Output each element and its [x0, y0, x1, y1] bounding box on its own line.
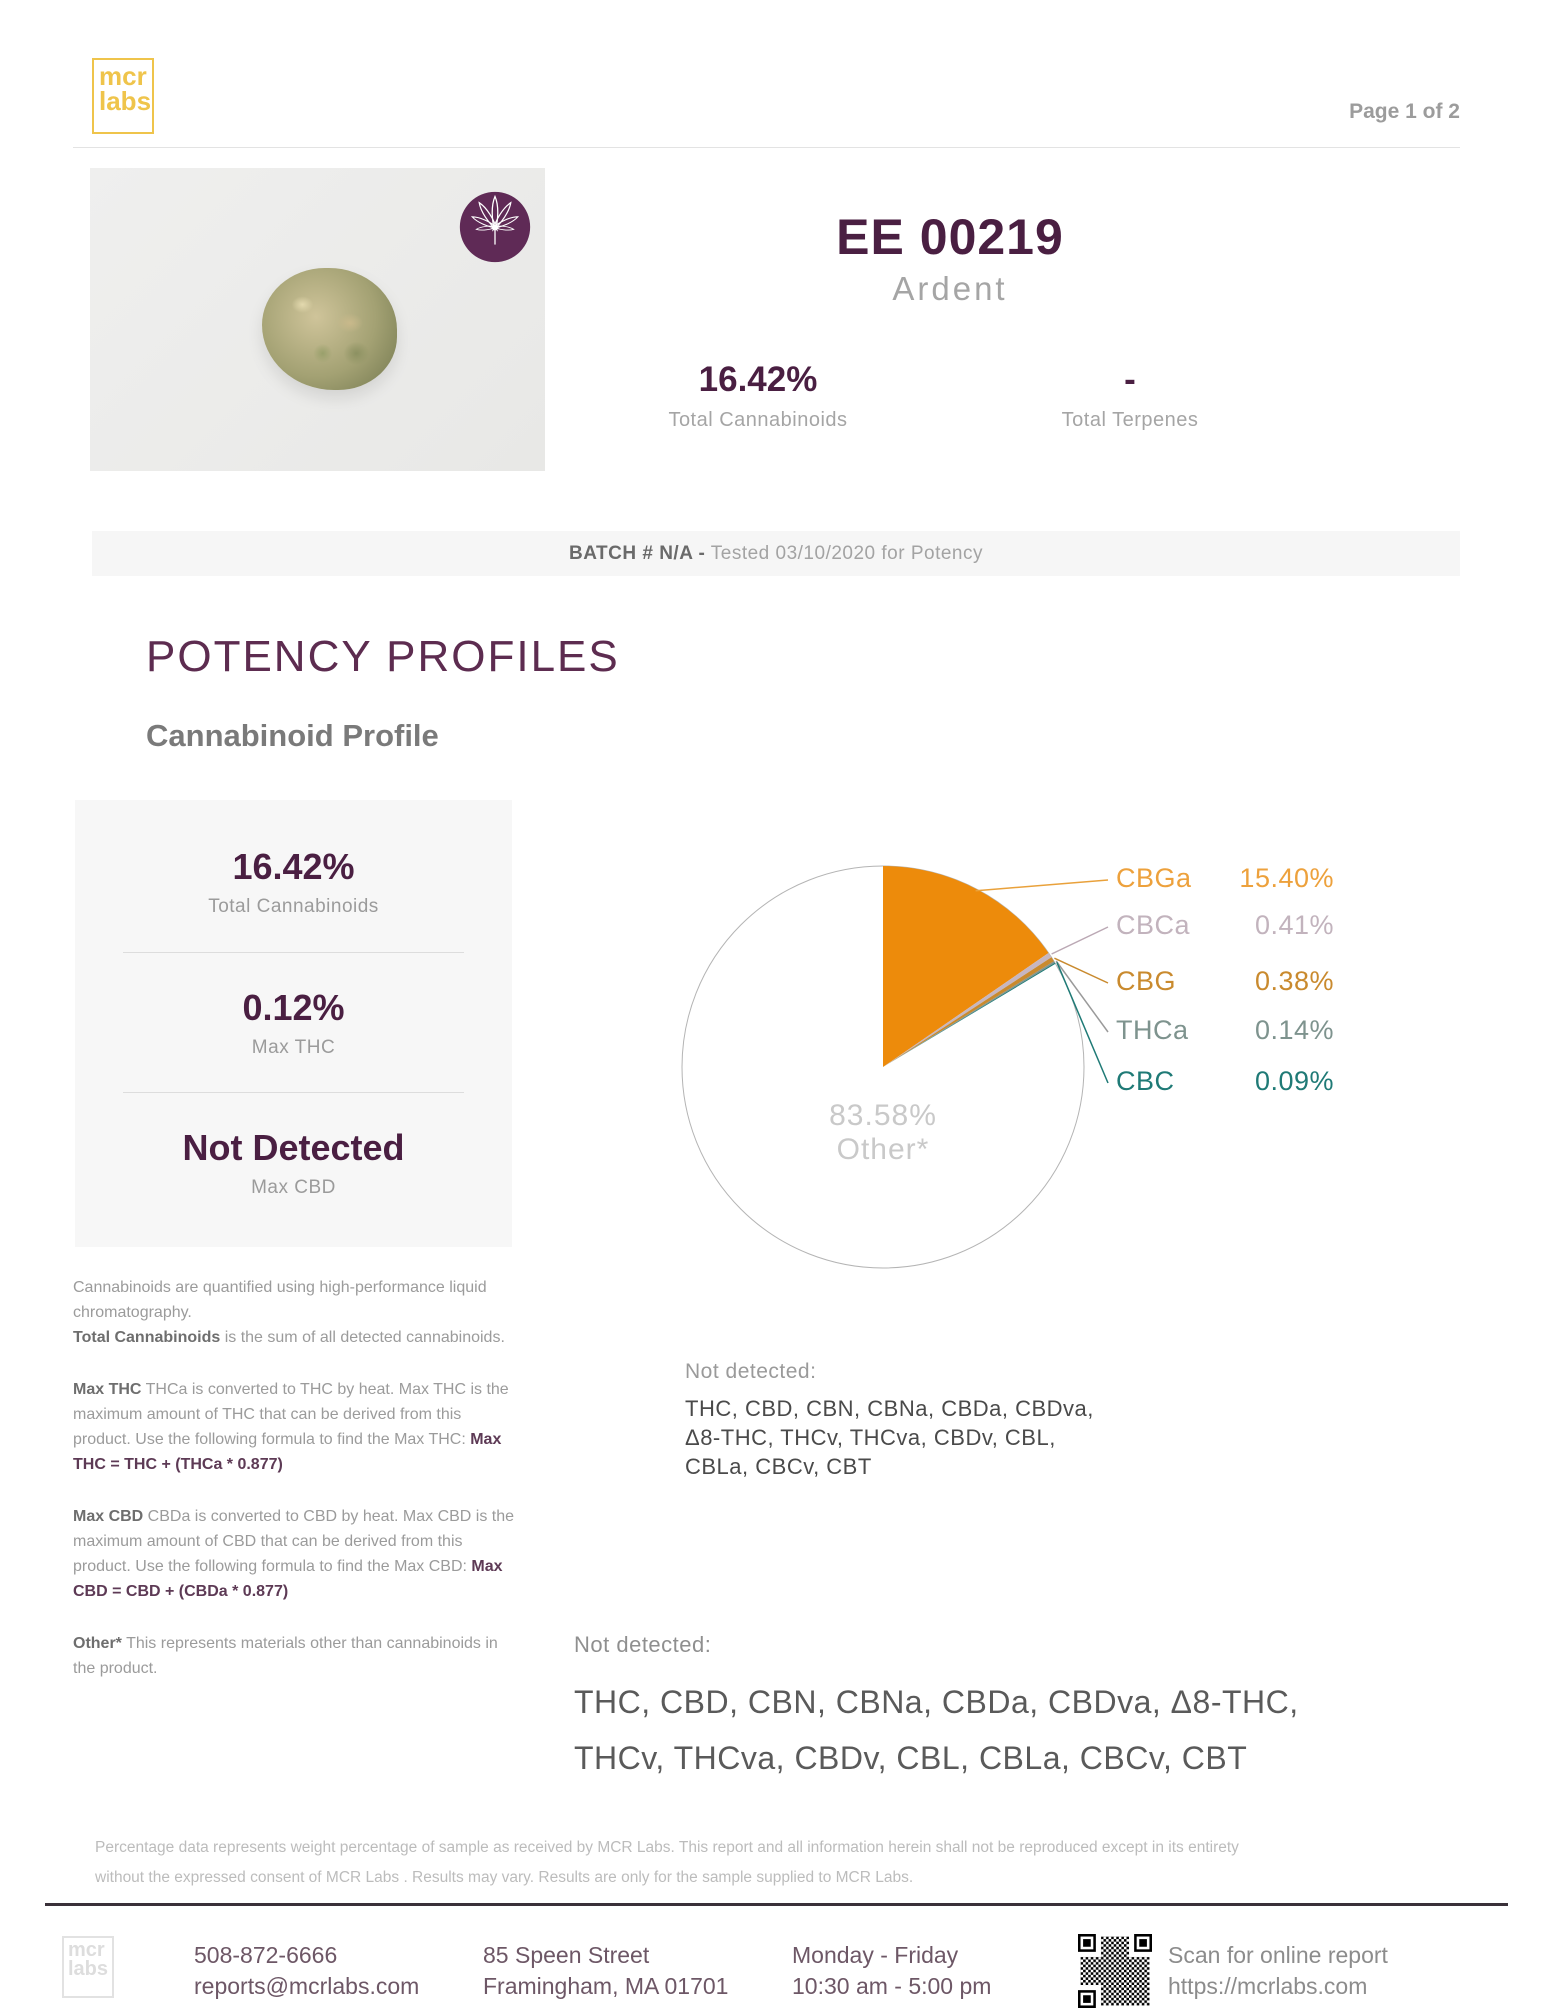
stat-max-cbd-label: Max CBD [251, 1177, 336, 1198]
logo-line-1: mcr [68, 1939, 105, 1961]
methodology-notes [73, 1275, 517, 1708]
legend-label: CBGa [1116, 863, 1192, 893]
legal-disclaimer [95, 1833, 1460, 1893]
legend-value: 0.38% [1254, 966, 1334, 996]
qr-code-svg [1078, 1934, 1152, 2008]
city-state-zip: Framingham, MA 01701 [483, 1973, 729, 1999]
pie-chart-svg [560, 830, 1380, 1300]
footer-divider [45, 1903, 1508, 1906]
street-address: 85 Speen Street [483, 1942, 650, 1968]
cannabinoid-pie-chart [560, 830, 1380, 1300]
note-max-thc: Max THC THCa is converted to THC by heat. Max THC is the maximum amount of THC that can be derived from this product. Use the following formula to find the Max THC: Max THC = THC + (THCa * 0.877) [73, 1381, 509, 1473]
legend-row-THCa [1116, 1015, 1334, 1049]
note-other: Other* This represents materials other than cannabinoids in the product. [73, 1635, 498, 1677]
flower-type-badge [458, 190, 532, 264]
product-photo [90, 168, 545, 471]
sample-id: EE 00219 [836, 209, 1064, 265]
stat-max-thc-value: 0.12% [242, 987, 345, 1028]
report-url[interactable]: https://mcrlabs.com [1168, 1973, 1368, 1999]
total-cannabinoids-stat [573, 360, 943, 432]
legend-value: 0.14% [1254, 1015, 1334, 1045]
footer-address [483, 1940, 728, 2002]
open-hours: 10:30 am - 5:00 pm [792, 1973, 992, 1999]
stats-divider [123, 952, 464, 953]
legend-value: 15.40% [1239, 863, 1334, 893]
other-text: Other* [836, 1133, 930, 1166]
not-detected-compounds: THC, CBD, CBN, CBNa, CBDa, CBDva, Δ8-THC, THCv, THCva, CBDv, CBL, CBLa, CBCv, CBT [574, 1684, 1299, 1776]
qr-code [1078, 1934, 1152, 2008]
total-cannabinoids-label: Total Cannabinoids [668, 409, 848, 431]
total-terpenes-value: - [1124, 360, 1136, 399]
summary-stats-box [75, 800, 512, 1247]
legend-label: CBC [1116, 1066, 1175, 1096]
mcr-labs-footer-logo [62, 1936, 114, 1998]
legend-row-CBCa [1116, 910, 1334, 944]
total-terpenes-stat [943, 360, 1317, 432]
other-percent: 83.58% [829, 1099, 937, 1132]
scan-text: Scan for online report [1168, 1942, 1388, 1968]
disclaimer-line-2: without the expressed consent of MCR Labs . Results may vary. Results are only for the sample supplied to MCR Labs. [95, 1869, 914, 1886]
header-divider [73, 147, 1460, 148]
batch-test-date: Tested 03/10/2020 for Potency [705, 543, 983, 564]
cannabis-leaf-icon [458, 190, 532, 264]
footer-contact [194, 1940, 419, 2002]
note-total-cannabinoids: Cannabinoids are quantified using high-performance liquid chromatography. Total Cannabinoids is the sum of all detected cannabinoids. [73, 1279, 505, 1346]
not-detected-label: Not detected: [574, 1632, 712, 1657]
stat-max-thc-label: Max THC [251, 1037, 336, 1058]
legend-label: CBG [1116, 966, 1177, 996]
footer-scan-info [1168, 1940, 1388, 2002]
stat-total-cannabinoids-value: 16.42% [232, 846, 355, 887]
producer-name: Ardent [892, 270, 1008, 307]
logo-line-1: mcr [99, 61, 147, 91]
legend-row-CBGa [1116, 863, 1334, 897]
legend-row-CBG [1116, 966, 1334, 1000]
disclaimer-line-1: Percentage data represents weight percentage of sample as received by MCR Labs. This report and all information herein shall not be reproduced except in its entirety [95, 1839, 1239, 1856]
stat-max-cbd-value: Not Detected [182, 1127, 405, 1168]
not-detected-list-small [685, 1360, 1125, 1481]
not-detected-label: Not detected: [685, 1360, 817, 1383]
section-subtitle: Cannabinoid Profile [146, 718, 439, 753]
legend-label: CBCa [1116, 910, 1191, 940]
flower-bud-image [262, 268, 397, 390]
logo-line-2: labs [68, 1958, 109, 1980]
legend-value: 0.41% [1254, 910, 1334, 940]
stats-divider [123, 1092, 464, 1093]
footer-hours [792, 1940, 991, 2002]
logo-line-2: labs [99, 85, 152, 116]
note-max-cbd: Max CBD CBDa is converted to CBD by heat. Max CBD is the maximum amount of CBD that can be derived from this product. Use the following formula to find the Max CBD: Max CBD = CBD + (CBDa * 0.877) [73, 1508, 515, 1600]
total-cannabinoids-value: 16.42% [698, 360, 818, 399]
legend-label: THCa [1116, 1015, 1189, 1045]
open-days: Monday - Friday [792, 1942, 959, 1968]
total-terpenes-label: Total Terpenes [1061, 409, 1199, 431]
page-number: Page 1 of 2 [1349, 100, 1460, 123]
not-detected-list-large [574, 1632, 1364, 1786]
legend-row-CBC [1116, 1066, 1334, 1100]
phone-number: 508-872-6666 [194, 1942, 338, 1968]
not-detected-compounds: THC, CBD, CBN, CBNa, CBDa, CBDva, Δ8-THC, THCv, THCva, CBDv, CBL, CBLa, CBCv, CBT [685, 1396, 1094, 1479]
legend-value: 0.09% [1254, 1066, 1334, 1096]
batch-number: BATCH # N/A - [569, 543, 706, 564]
stat-total-cannabinoids-label: Total Cannabinoids [208, 896, 379, 917]
other-slice-label [733, 1099, 1033, 1167]
mcr-labs-logo [92, 58, 154, 134]
section-title: POTENCY PROFILES [146, 632, 620, 681]
email-address[interactable]: reports@mcrlabs.com [194, 1973, 420, 1999]
batch-info-bar [92, 531, 1460, 576]
